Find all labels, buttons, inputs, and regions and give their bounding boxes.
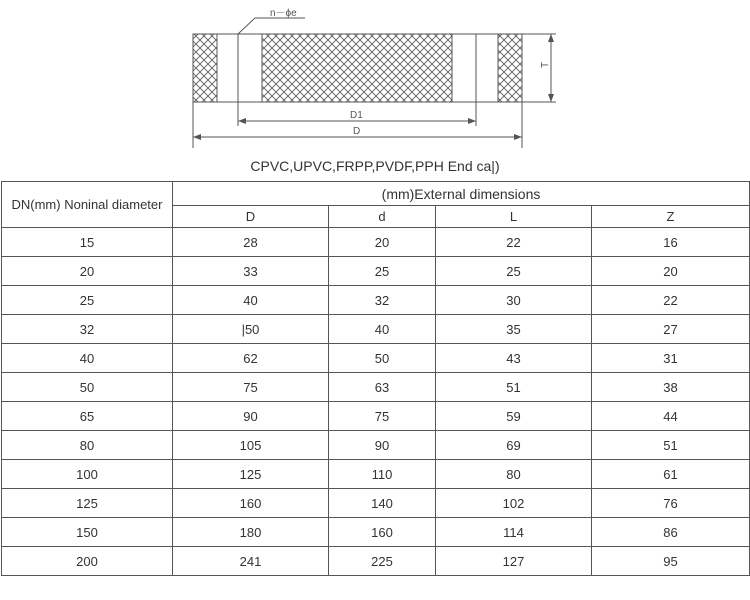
cell-Z: 51 [592,431,750,460]
hole-label: n－ϕe [270,8,297,19]
cell-L: 22 [436,228,592,257]
cell-Z: 44 [592,402,750,431]
table-row [2,460,750,489]
cell-dn: 80 [2,431,173,460]
cell-D: 40 [173,286,329,315]
column-header-L: L [436,206,592,228]
cell-dn: 20 [2,257,173,286]
table-row [2,518,750,547]
cell-D: 241 [173,547,329,576]
cell-L: 127 [436,547,592,576]
table-row [2,286,750,315]
thickness-label: T [540,61,551,68]
cell-D: 75 [173,373,329,402]
cell-dn: 32 [2,315,173,344]
table-row [2,547,750,576]
column-header-Z: Z [592,206,750,228]
table-header-row [2,182,750,206]
cell-d: 90 [329,431,436,460]
d-label: D [353,126,361,137]
cell-d: 160 [329,518,436,547]
cell-dn: 150 [2,518,173,547]
cell-dn: 200 [2,547,173,576]
cell-d: 50 [329,344,436,373]
column-header-D: D [173,206,329,228]
cell-dn: 125 [2,489,173,518]
table-row [2,344,750,373]
table-row [2,402,750,431]
table-row [2,228,750,257]
d1-label: D1 [350,110,363,121]
cell-D: |50 [173,315,329,344]
hole-leader-line [238,18,305,34]
cell-D: 105 [173,431,329,460]
cell-Z: 27 [592,315,750,344]
cell-Z: 86 [592,518,750,547]
cell-d: 75 [329,402,436,431]
figure-caption: CPVC,UPVC,FRPP,PVDF,PPH End ca|) [250,158,500,174]
left-hatch [193,34,217,102]
cell-L: 80 [436,460,592,489]
dn-header: DN(mm) Noninal diameter [2,182,173,228]
cell-d: 225 [329,547,436,576]
cell-L: 25 [436,257,592,286]
cell-d: 25 [329,257,436,286]
table-row [2,257,750,286]
table-row [2,315,750,344]
dimensions-table [1,181,750,576]
center-hatch [262,34,452,102]
cell-D: 62 [173,344,329,373]
table-row [2,431,750,460]
cell-d: 40 [329,315,436,344]
cell-d: 140 [329,489,436,518]
cell-d: 110 [329,460,436,489]
cell-dn: 25 [2,286,173,315]
cell-Z: 76 [592,489,750,518]
cell-D: 180 [173,518,329,547]
cell-D: 90 [173,402,329,431]
cell-L: 35 [436,315,592,344]
cell-L: 51 [436,373,592,402]
cell-D: 125 [173,460,329,489]
cell-Z: 16 [592,228,750,257]
cell-dn: 50 [2,373,173,402]
cell-Z: 61 [592,460,750,489]
cell-L: 59 [436,402,592,431]
cell-L: 102 [436,489,592,518]
cell-d: 63 [329,373,436,402]
dimensions-table-container [1,181,750,576]
cell-D: 33 [173,257,329,286]
cell-L: 43 [436,344,592,373]
table-row [2,373,750,402]
cell-Z: 95 [592,547,750,576]
column-header-d: d [329,206,436,228]
end-cap-drawing [0,0,750,160]
right-hatch [498,34,522,102]
cell-d: 32 [329,286,436,315]
cell-L: 114 [436,518,592,547]
table-row [2,489,750,518]
cell-Z: 38 [592,373,750,402]
cell-D: 28 [173,228,329,257]
cell-L: 69 [436,431,592,460]
cell-D: 160 [173,489,329,518]
external-dimensions-header: (mm)External dimensions [173,182,750,206]
cell-Z: 22 [592,286,750,315]
cell-dn: 15 [2,228,173,257]
cell-Z: 20 [592,257,750,286]
cell-dn: 65 [2,402,173,431]
cell-dn: 100 [2,460,173,489]
cell-d: 20 [329,228,436,257]
cell-Z: 31 [592,344,750,373]
cell-L: 30 [436,286,592,315]
cell-dn: 40 [2,344,173,373]
